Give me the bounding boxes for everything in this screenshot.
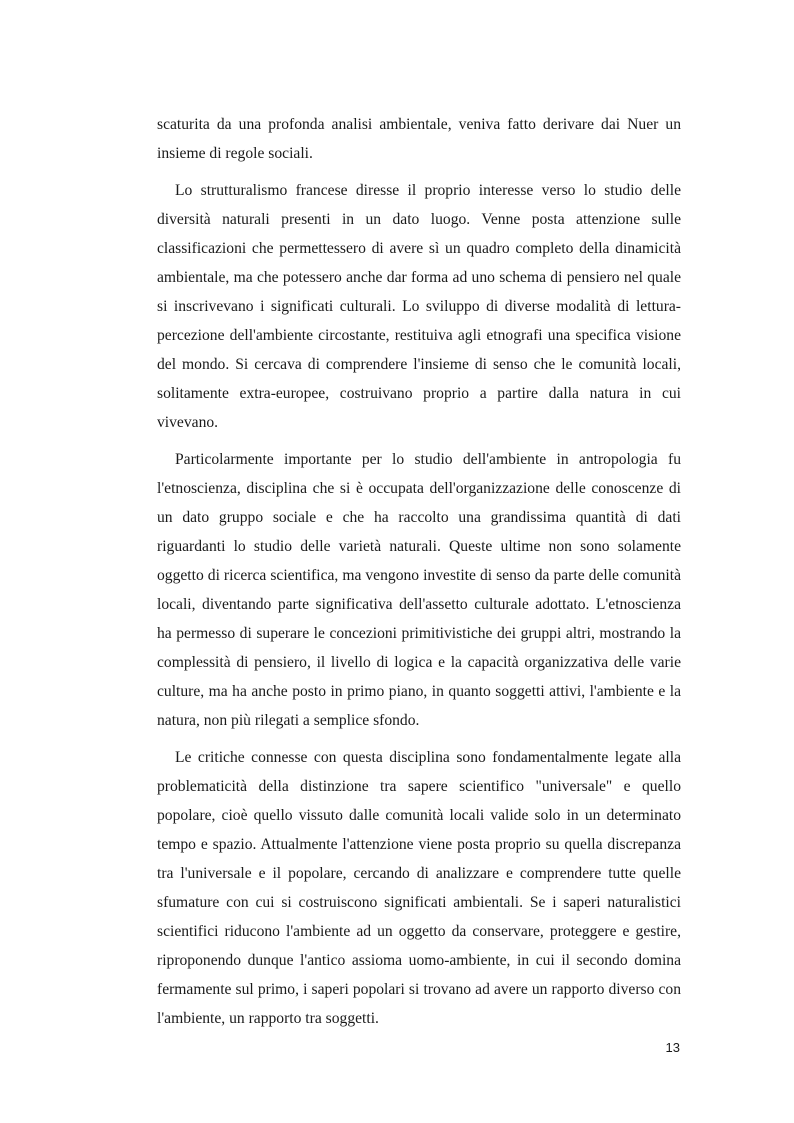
paragraph-strutturalismo: Lo strutturalismo francese diresse il proprio interesse verso lo studio delle diversità naturali presenti in un dato luogo. Venne posta attenzione sulle classificazioni che permettessero di avere sì un quadro completo della dinamicità ambientale, ma che potessero anche dar forma ad uno schema di pensiero nel quale si inscrivevano i significati culturali. Lo sviluppo di diverse modalità di lettura-percezione dell'ambiente circostante, restituiva agli etnografi una specifica visione del mondo. Si cercava di comprendere l'insieme di senso che le comunità locali, solitamente extra-europee, costruivano proprio a partire dalla natura in cui vivevano. xyxy=(157,182,681,431)
paragraph-etnoscienza: Particolarmente importante per lo studio dell'ambiente in antropologia fu l'etnoscienza, disciplina che si è occupata dell'organizzazione delle conoscenze di un dato gruppo sociale e che ha raccolto una grandissima quantità di dati riguardanti lo studio delle varietà naturali. Queste ultime non sono solamente oggetto di ricerca scientifica, ma vengono investite di senso da parte delle comunità locali, diventando parte significativa dell'assetto culturale adottato. L'etnoscienza ha permesso di superare le concezioni primitivistiche dei gruppi altri, mostrando la complessità di pensiero, il livello di logica e la capacità organizzativa delle varie culture, ma ha anche posto in primo piano, in quanto soggetti attivi, l'ambiente e la natura, non più rilegati a semplice sfondo. xyxy=(157,451,681,729)
paragraph-continuation: scaturita da una profonda analisi ambientale, veniva fatto derivare dai Nuer un insieme di regole sociali. xyxy=(157,116,681,162)
body-text xyxy=(157,110,681,1041)
page-number: 13 xyxy=(665,1040,680,1055)
paragraph-critiche: Le critiche connesse con questa disciplina sono fondamentalmente legate alla problematicità della distinzione tra sapere scientifico "universale" e quello popolare, cioè quello vissuto dalle comunità locali valide solo in un determinato tempo e spazio. Attualmente l'attenzione viene posta proprio su quella discrepanza tra l'universale e il popolare, cercando di analizzare e comprendere tutte quelle sfumature con cui si costruiscono significati ambientali. Se i saperi naturalistici scientifici riducono l'ambiente ad un oggetto da conservare, proteggere e gestire, riproponendo dunque l'antico assioma uomo-ambiente, in cui il secondo domina fermamente sul primo, i saperi popolari si trovano ad avere un rapporto diverso con l'ambiente, un rapporto tra soggetti. xyxy=(157,749,681,1027)
